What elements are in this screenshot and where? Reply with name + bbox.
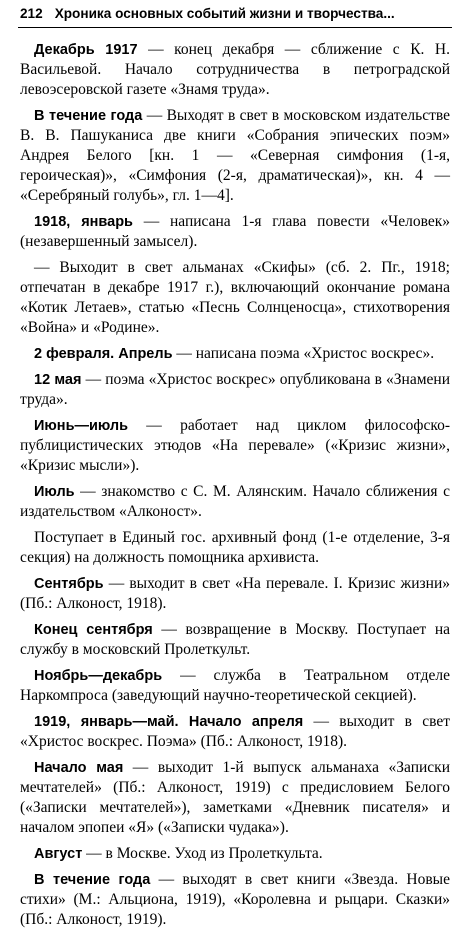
running-header [20,6,452,28]
entry-text: — Выходит в свет альманах «Скифы» (сб. 2. Пг., 1918; отпечатан в декабре 1917 г.), включающий окончание романа «Котик Летаев», статью «Песнь Солнценосца», стихотворения «Война» и «Родине». [20,259,450,336]
chronicle-entry [20,666,450,706]
entry-date: Декабрь 1917 [34,42,138,58]
entry-date: В течение года [34,108,143,124]
entry-text: — поэма «Христос воскрес» опубликована в «Знамени труда». [20,371,451,408]
chronicle-entry [20,40,450,100]
entry-date: Сентябрь [34,576,104,592]
chronicle-entry [20,870,450,930]
entry-text: — написана поэма «Христос воскрес». [172,345,435,362]
entry-date: 1918, январь [34,214,133,230]
entry-text: — выходит в свет «На перевале. I. Кризис жизни» (Пб.: Алконост, 1918). [20,575,450,612]
entry-date: 12 мая [34,372,82,388]
chronicle-text [20,40,450,936]
entry-date: Начало мая [34,760,124,776]
entry-text: — выходит 1-й выпуск альманаха «Записки мечтателей» (Пб.: Алконост, 1919) с предисловием Белого («Записки мечтателей»), заметками «Дневник писателя» и началом эпопеи «Я» («Записки чудака»). [20,759,450,836]
chronicle-entry [20,482,450,522]
entry-date: Ноябрь—декабрь [34,668,163,684]
entry-date: В течение года [34,872,151,888]
entry-date: Август [34,846,83,862]
entry-date: 1919, январь—май. Начало апреля [34,714,304,730]
chronicle-entry [20,344,450,364]
entry-date: Июль [34,484,75,500]
entry-text: Поступает в Единый гос. архивный фонд (1-е отделение, 3-я секция) на должность помощника архивиста. [20,529,450,566]
header-rule [18,27,452,28]
running-title: Хроника основных событий жизни и творчества... [54,6,395,21]
chronicle-entry [20,258,450,338]
entry-text: — возвращение в Москву. Поступает на службу в московский Пролеткульт. [20,621,450,658]
chronicle-entry [20,212,450,252]
chronicle-entry [20,528,450,568]
chronicle-entry [20,106,450,206]
entry-date: 2 февраля. Апрель [34,346,173,362]
chronicle-entry [20,844,450,864]
chronicle-entry [20,370,450,410]
chronicle-entry [20,758,450,838]
entry-text: — в Москве. Уход из Пролеткульта. [82,845,323,862]
chronicle-entry [20,620,450,660]
chronicle-entry [20,712,450,752]
entry-text: — выходит в свет «Христос воскрес. Поэма» (Пб.: Алконост, 1918). [20,713,450,750]
entry-text: — работает над циклом философско-публицистических этюдов «На перевале» («Кризис жизни», «Кризис мысли»). [20,417,450,474]
entry-text: — конец декабря — сближение с К. Н. Васильевой. Начало сотрудничества в петроградской левоэсеровской газете «Знамя труда». [20,41,450,98]
entry-text: — выходят в свет книги «Звезда. Новые стихи» (М.: Альциона, 1919), «Королевна и рыцари. Сказки» (Пб.: Алконост, 1919). [20,871,450,928]
entry-date: Июнь—июль [34,418,129,434]
entry-text: — знакомство с С. М. Алянским. Начало сближения с издательством «Алконост». [20,483,450,520]
entry-date: Конец сентября [34,622,153,638]
entry-text: — Выходят в свет в московском издательстве В. В. Пашуканиса две книги «Собрания эпических поэм» Андрея Белого [кн. 1 — «Северная симфония (1-я, героическая)», «Симфония (2-я, драматическая)», кн. 4 — «Серебряный голубь», гл. 1—4]. [20,107,450,204]
entry-text: — написана 1-я глава повести «Человек» (незавершенный замысел). [20,213,451,250]
page-number: 212 [20,6,43,21]
entry-text: — служба в Театральном отделе Наркомпроса (заведующий научно-теоретической секцией). [20,667,450,704]
chronicle-entry [20,574,450,614]
chronicle-entry [20,416,450,476]
